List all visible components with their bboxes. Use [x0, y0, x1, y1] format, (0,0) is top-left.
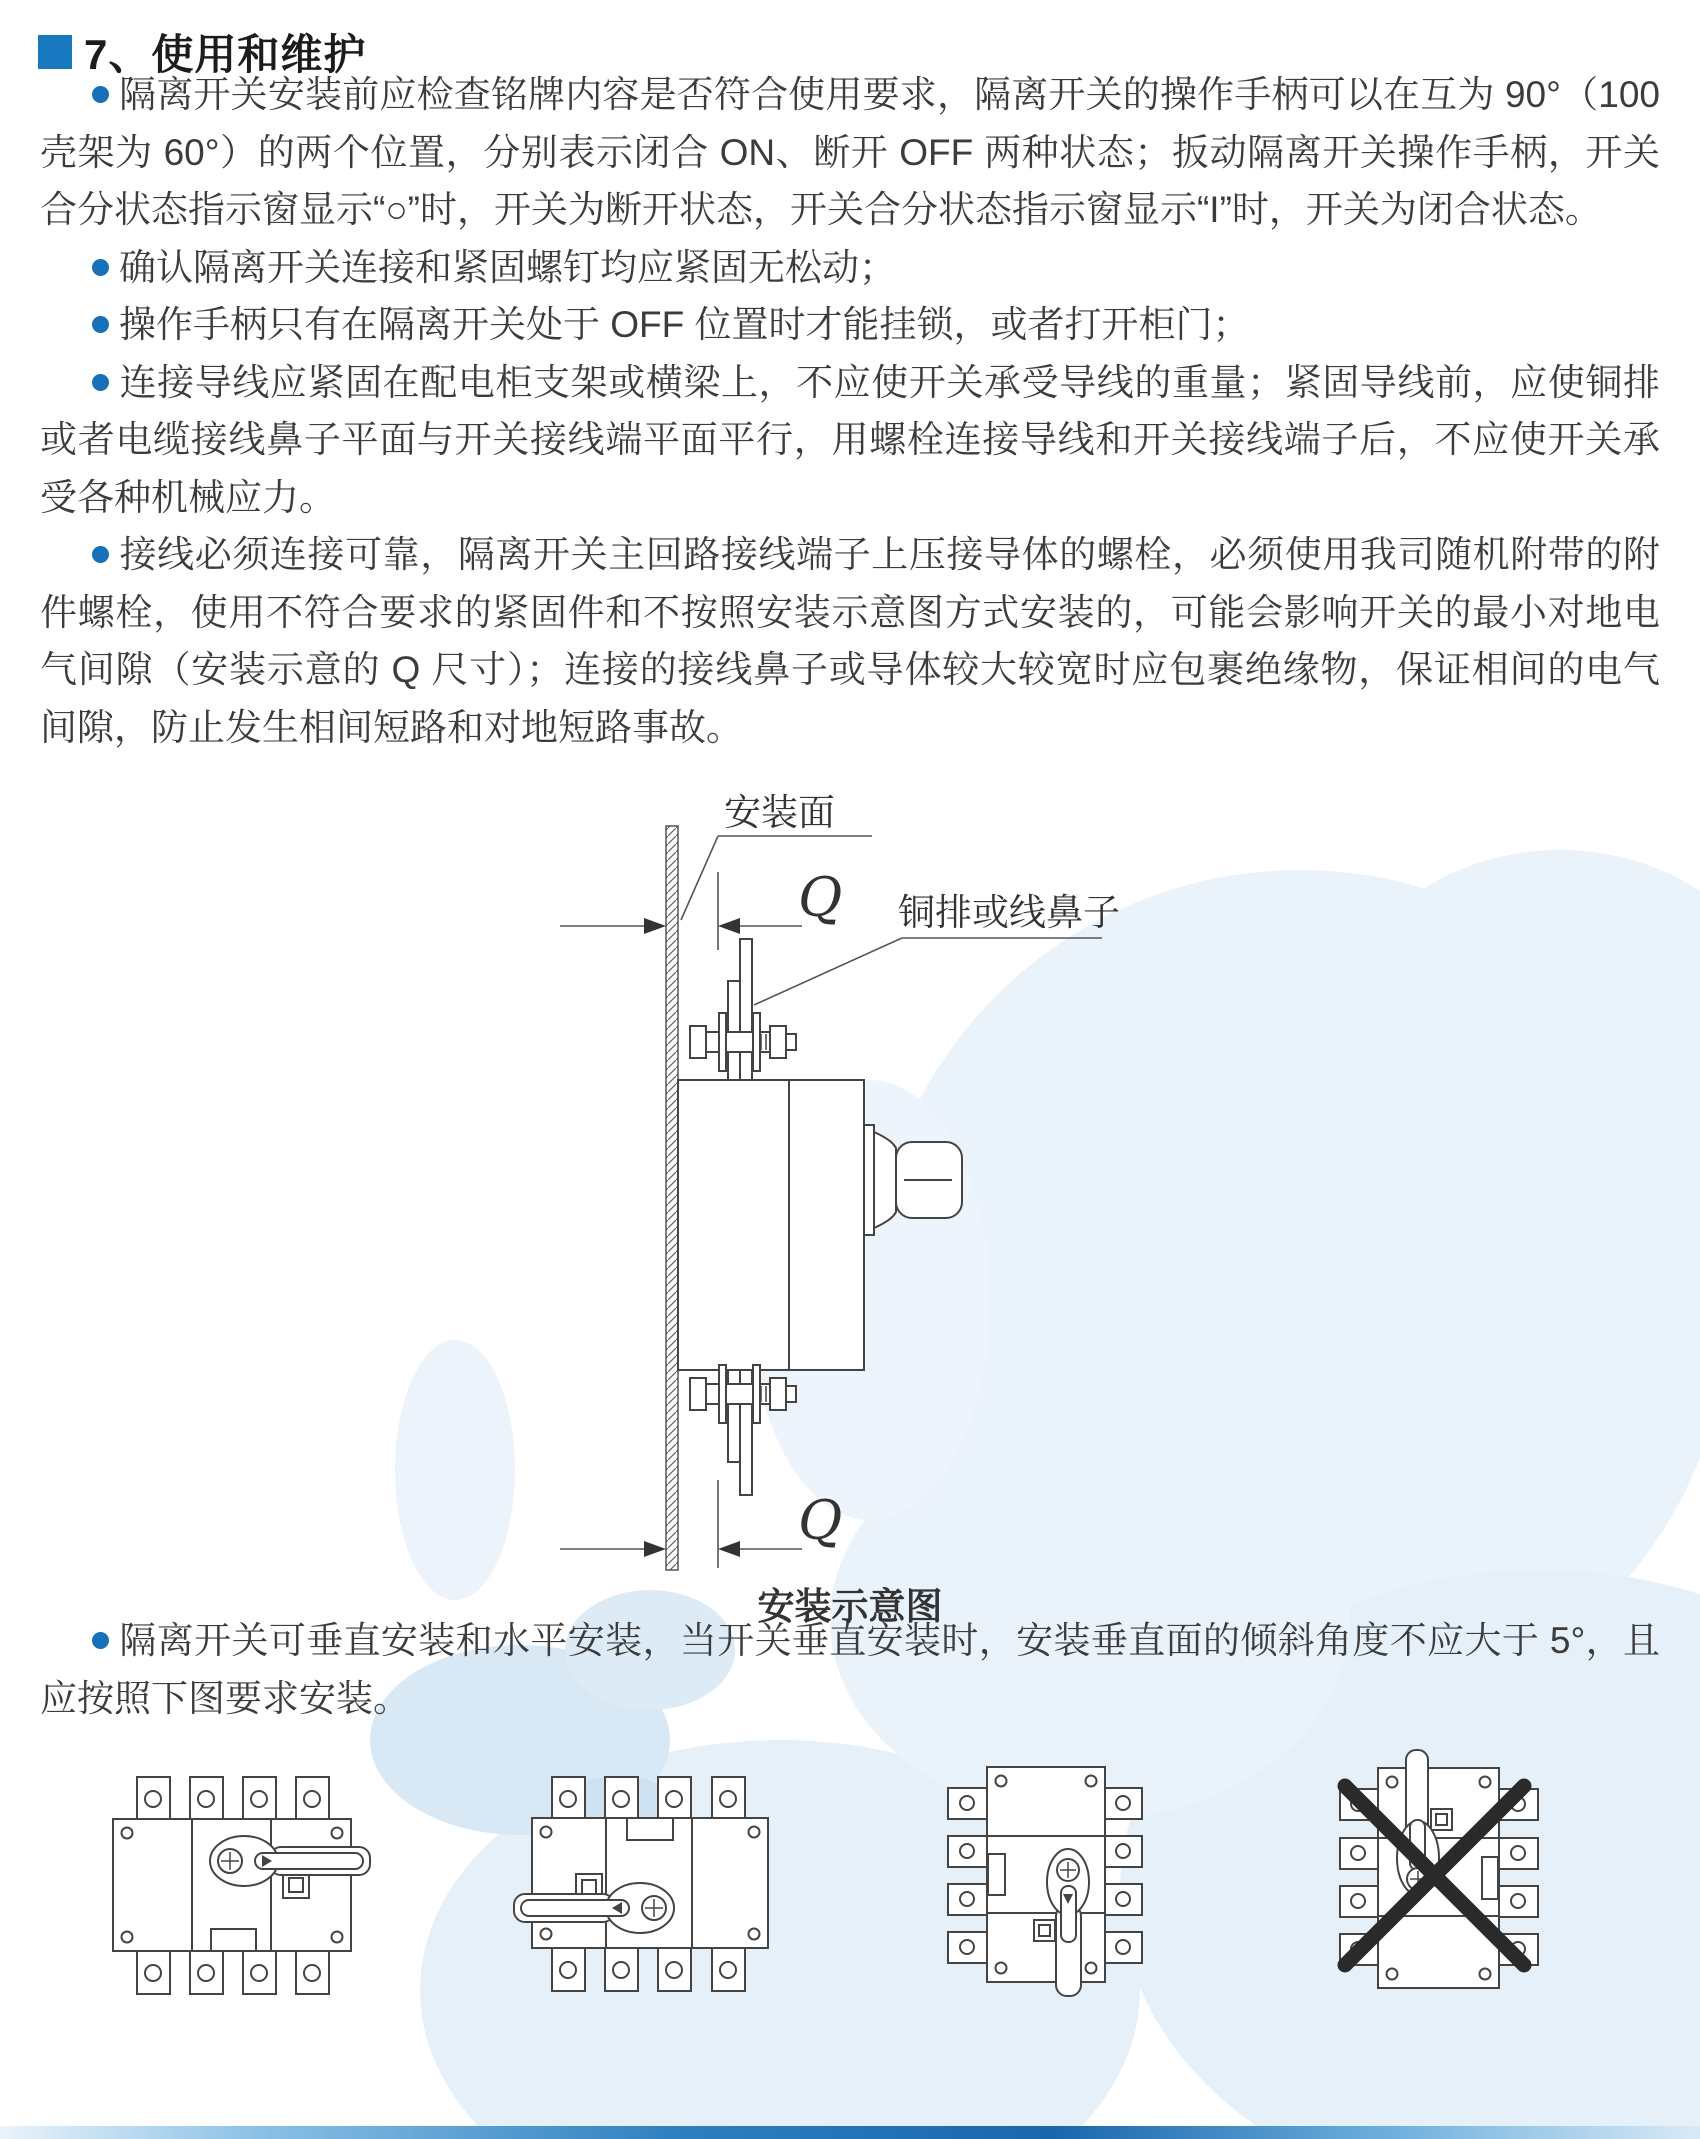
- section-marker-icon: [38, 35, 72, 69]
- switch-body-side: [678, 1080, 962, 1370]
- bullet-icon: [92, 259, 109, 276]
- bullet-icon: [92, 1632, 109, 1649]
- diagram-caption: 安装示意图: [757, 1586, 943, 1627]
- busbar-top: [740, 939, 752, 1081]
- paragraph-text: 隔离开关可垂直安装和水平安装，当开关垂直安装时，安装垂直面的倾斜角度不应大于 5°，且应按照下图要求安装。: [40, 1620, 1660, 1719]
- dim-letter-bottom: Q: [798, 1489, 843, 1552]
- figure-vertical-handle-up-crossed: [1340, 1750, 1538, 1988]
- busbar-leader: [754, 938, 1102, 1005]
- dimension-top: [560, 866, 842, 950]
- handle-cone: [874, 1132, 896, 1228]
- nameplate: [988, 1854, 1005, 1895]
- paragraph-text: 确认隔离开关连接和紧固螺钉均应紧固无松动；: [119, 246, 896, 288]
- bullet-icon: [92, 374, 109, 391]
- paragraph-text: 连接导线应紧固在配电柜支架或横梁上，不应使开关承受导线的重量；紧固导线前，应使铜排或者电缆接线鼻子平面与开关接线端平面平行，用螺栓连接导线和开关接线端子后，不应使开关承受各种机械应力。: [40, 361, 1660, 518]
- figure-vertical-handle-down: [948, 1767, 1142, 1996]
- bullet-icon: [92, 86, 109, 103]
- paragraph-text: 接线必须连接可靠，隔离开关主回路接线端子上压接导体的螺栓，必须使用我司随机附带的附件螺栓，使用不符合要求的紧固件和不按照安装示意图方式安装的，可能会影响开关的最小对地电气间隙（安装示意的 Q 尺寸）；连接的接线鼻子或导体较大较宽时应包裹绝缘物，保证相间的电气间隙，防止发生相间短路和对地短路事故。: [40, 534, 1660, 748]
- bullet-paragraph-5: [40, 526, 1660, 756]
- orientation-figures: [0, 1740, 1700, 2120]
- footer-decoration-bar: [0, 2126, 1700, 2139]
- handle-mount: [864, 1125, 874, 1235]
- maintenance-notes: [40, 66, 1660, 756]
- nameplate: [211, 1929, 256, 1951]
- nameplate: [1482, 1857, 1498, 1899]
- mounting-surface-label: 安装面: [724, 792, 835, 833]
- figure-horizontal-handle-left: [514, 1777, 768, 1991]
- busbar-label: 铜排或线鼻子: [898, 892, 1120, 933]
- dim-letter-top: Q: [798, 866, 843, 929]
- bullet-paragraph-2: [40, 239, 1660, 297]
- bullet-paragraph-3: [40, 296, 1660, 354]
- mounting-surface-leader: [681, 836, 872, 920]
- bullet-paragraph-1: [40, 66, 1660, 239]
- mounting-plate: [666, 826, 678, 1570]
- bullet-icon: [92, 316, 109, 333]
- dimension-bottom: [560, 1480, 842, 1568]
- figure-horizontal-handle-right: [113, 1777, 370, 1994]
- bullet-paragraph-4: [40, 354, 1660, 527]
- paragraph-text: 操作手柄只有在隔离开关处于 OFF 位置时才能挂锁，或者打开柜门；: [119, 304, 1250, 345]
- bullet-icon: [92, 546, 109, 563]
- page-title: 7、使用和维护: [84, 31, 367, 78]
- nameplate: [627, 1818, 673, 1840]
- paragraph-text: 隔离开关安装前应检查铭牌内容是否符合使用要求，隔离开关的操作手柄可以在互为 90°（100 壳架为 60°）的两个位置，分别表示闭合 ON、断开 OFF 两种状态；扳动隔离开关操作手柄，开关合分状态指示窗显示“○”时，开关为断开状态，开关合分状态指示窗显示“I”时，开关为闭合状态。: [40, 74, 1660, 230]
